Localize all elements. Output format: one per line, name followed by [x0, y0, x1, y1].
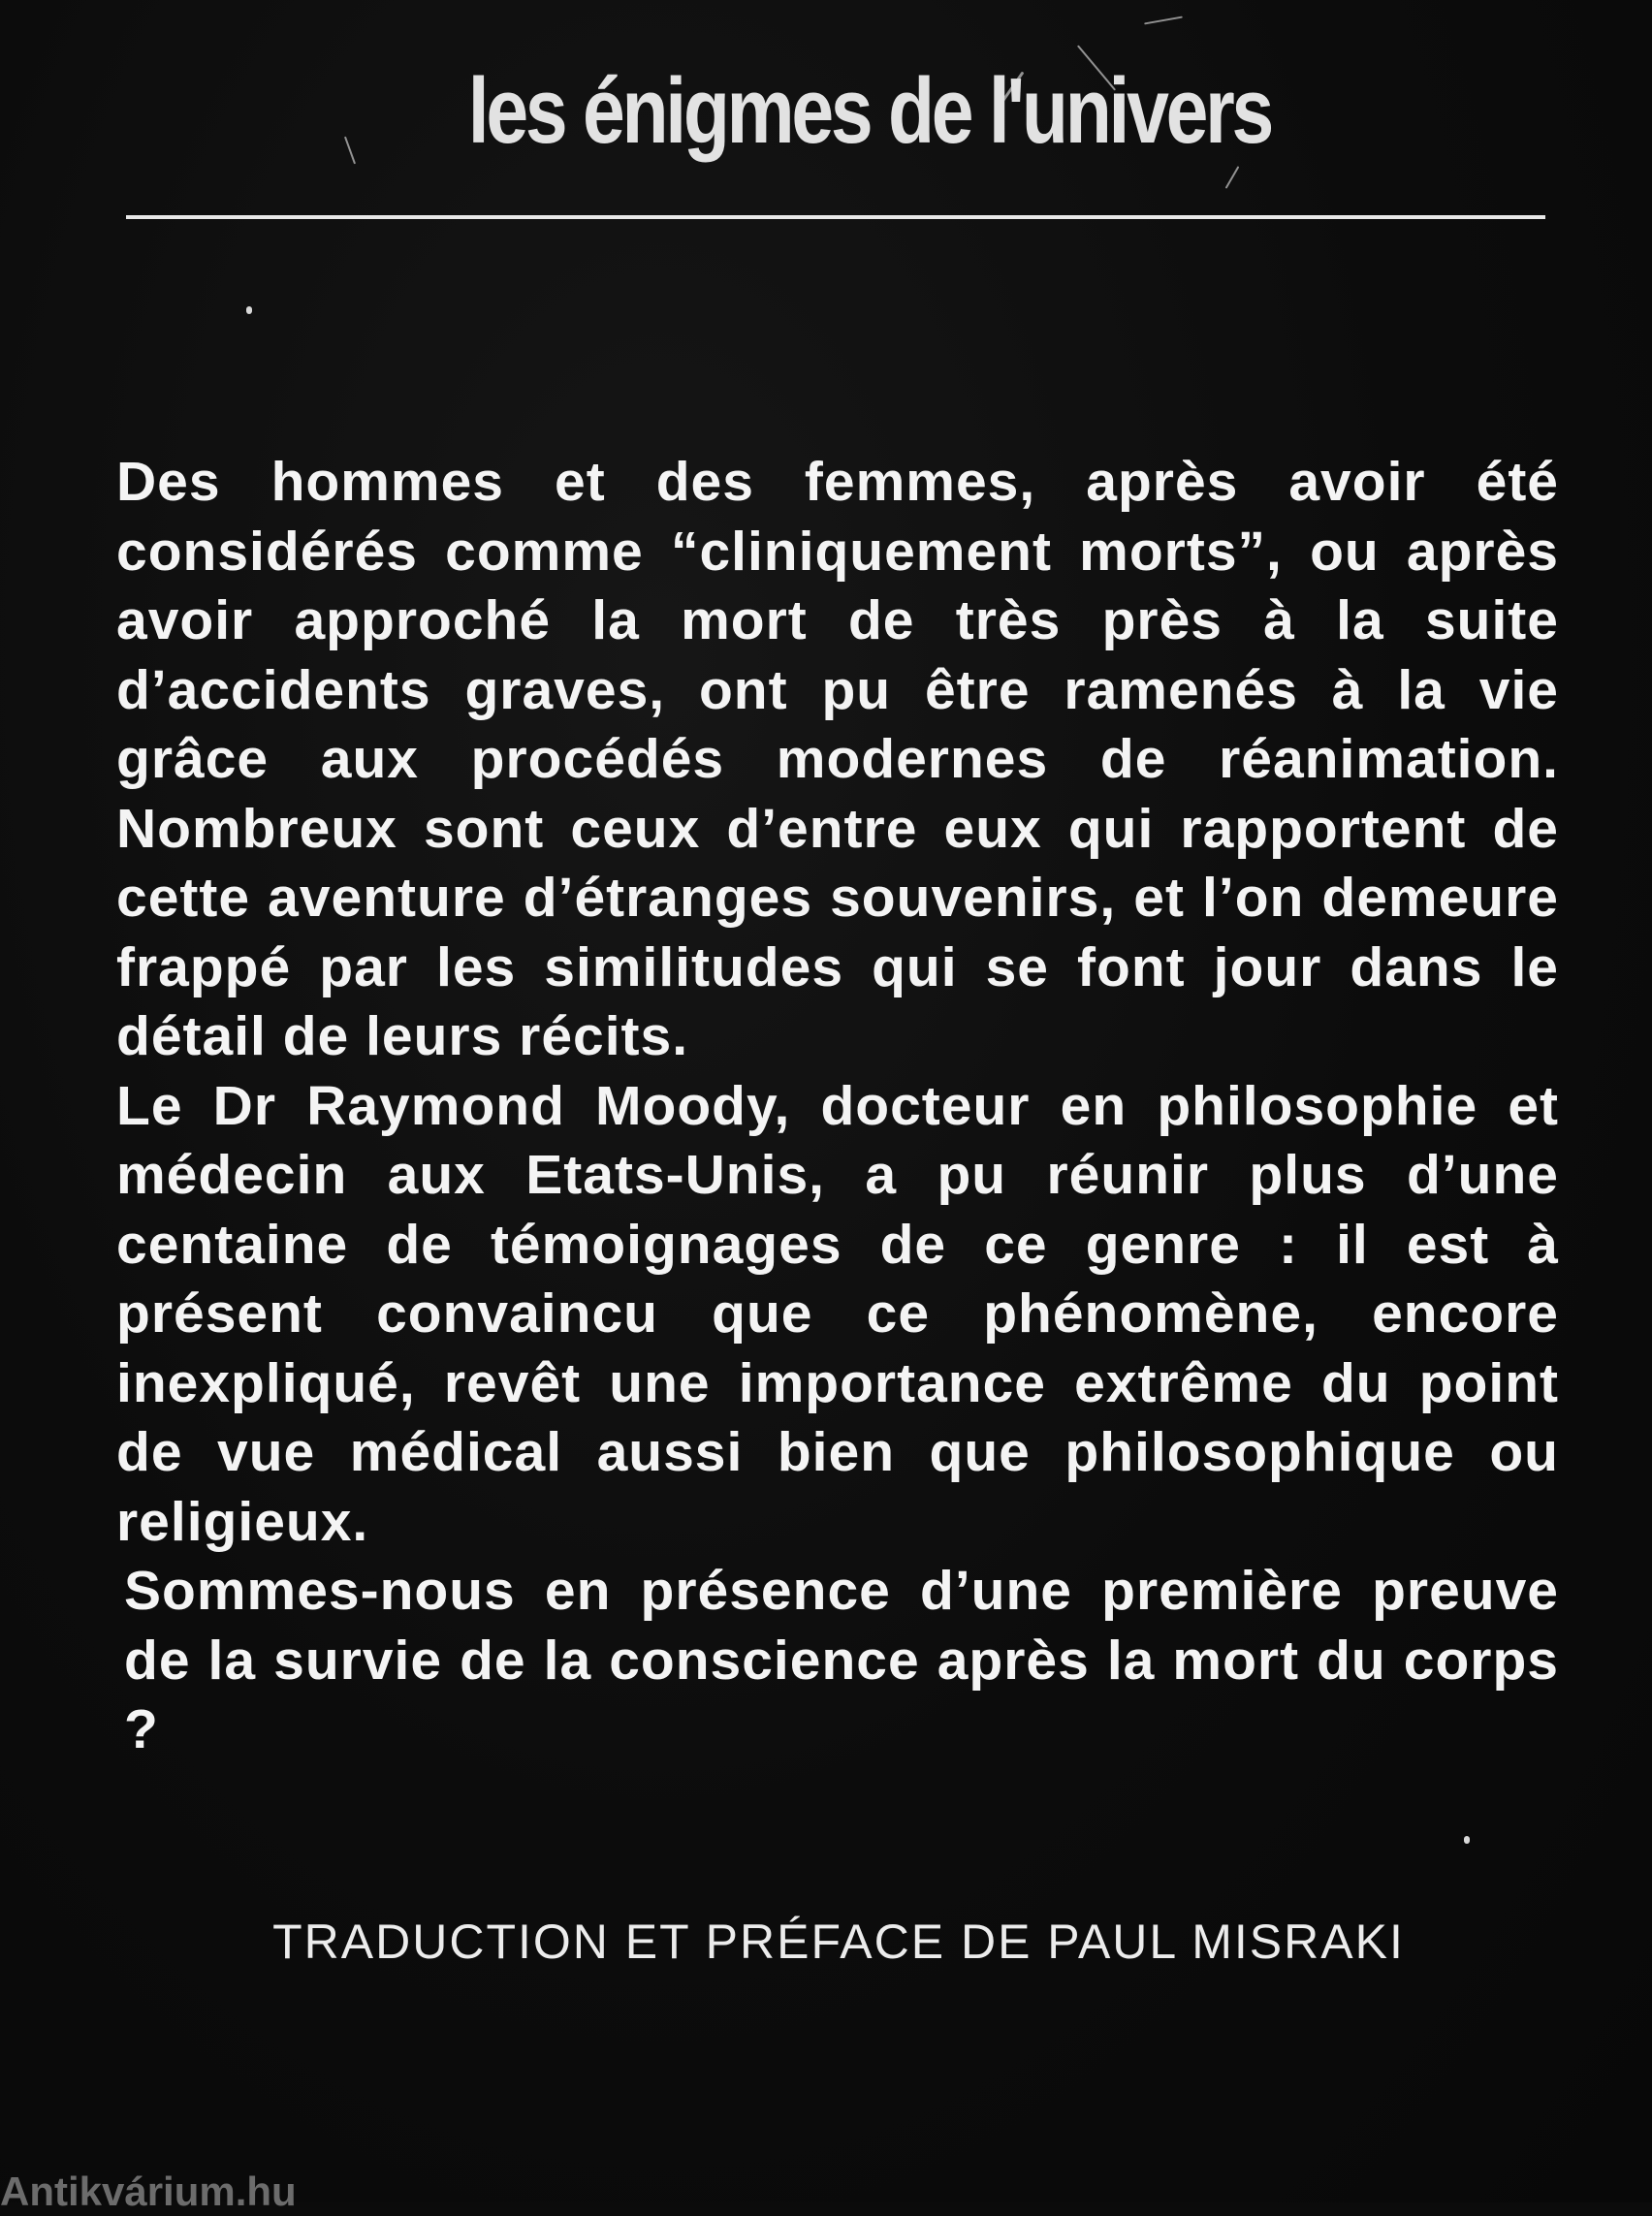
- watermark: Antikvárium.hu: [0, 2169, 297, 2214]
- cover-scratch: [344, 137, 356, 165]
- cover-scratch: [1144, 16, 1183, 25]
- blurb-paragraph-3: Sommes-nous en présence d’une première preuve de la survie de la conscience après la mort du corps ?: [124, 1560, 1559, 1760]
- blurb-text: [116, 448, 1559, 1765]
- translation-credit: TRADUCTION ET PRÉFACE DE PAUL MISRAKI: [272, 1915, 1405, 1969]
- blurb-paragraph-2: Le Dr Raymond Moody, docteur en philosophie et médecin aux Etats-Unis, a pu réunir plus d’une centaine de témoignages de ce genre : il est à présent convaincu que ce phénomène, encore inexpliqué, revêt une importance extrême du point de vue médical aussi bien que philosophique ou religieux.: [116, 1074, 1559, 1553]
- title-rule: [126, 215, 1545, 219]
- cover-scratch: [1225, 166, 1240, 189]
- speck: [246, 306, 252, 314]
- series-title: les énigmes de l'univers: [467, 59, 1271, 163]
- blurb-paragraph-1: Des hommes et des femmes, après avoir été considérés comme “cliniquement morts”, ou après avoir approché la mort de très près à la suite d’accidents graves, ont pu être ramenés à la vie grâce aux procédés modernes de réanimation. Nombreux sont ceux d’entre eux qui rapportent de cette aventure d’étranges souvenirs, et l’on demeure frappé par les similitudes qui se font jour dans le détail de leurs récits.: [116, 451, 1559, 1067]
- speck: [1464, 1836, 1470, 1844]
